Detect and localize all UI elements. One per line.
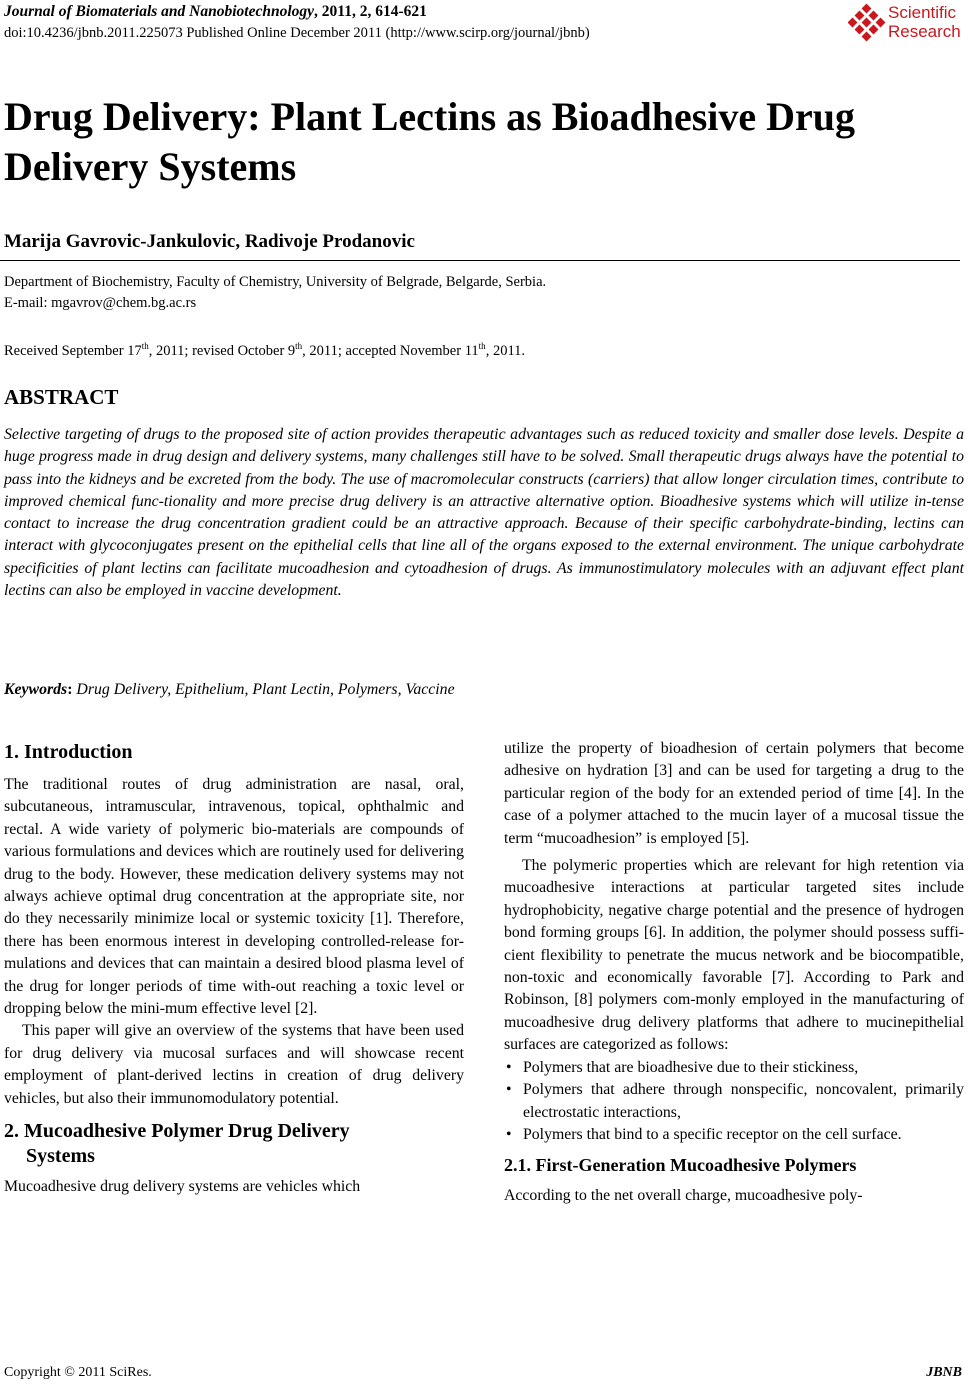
section-2-paragraph-1: Mucoadhesive drug delivery systems are vehicles which	[4, 1178, 361, 1196]
right-paragraph-2: The polymeric properties which are relevant for high retention via mucoadhesive interactions at particular targeted sites include hydrophobicity, negative charge potential and the presence of hydrogen bond forming groups [6]. In addition, the polymer should possess suffi-cient flexibility to penetrate the mucus network and be biocompatible, non-toxic and economically favorable [7]. According to Park and Robinson, [8] polymers com-monly employed in the manufacturing of mucoadhesive drug delivery platforms that adhere to mucinepithelial surfaces are categorized as follows:	[504, 857, 964, 1054]
article-authors: Marija Gavrovic-Jankulovic, Radivoje Prodanovic	[4, 231, 415, 252]
right-paragraph-1: utilize the property of bioadhesion of certain polymers that become adhesive on hydration [3] and can be used for targeting a drug to the particular region of the body for an extended period of time [4]. In the case of a polymer attached to the mucin layer of a mucosal tissue the term “mucoadhesion” is employed [5].	[504, 740, 964, 847]
footer-copyright: Copyright © 2011 SciRes.	[4, 1365, 152, 1380]
logo-line-1: Scientific	[888, 3, 957, 22]
publisher-logo-text	[888, 3, 961, 41]
footer-journal-abbrev: JBNB	[926, 1365, 962, 1380]
keywords: Keywords: Drug Delivery, Epithelium, Plant Lectin, Polymers, Vaccine	[4, 681, 455, 698]
journal-volume-info: , 2011, 2, 614-621	[314, 3, 427, 20]
left-column	[4, 740, 464, 1199]
list-item: • Polymers that bind to a specific receptor on the cell surface.	[504, 1124, 964, 1146]
author-email: E-mail: mgavrov@chem.bg.ac.rs	[4, 295, 197, 311]
journal-name: Journal of Biomaterials and Nanobiotechnology	[4, 3, 315, 20]
polymer-categories-list	[504, 1057, 964, 1147]
list-item: • Polymers that are bioadhesive due to their stickiness,	[504, 1057, 964, 1079]
author-affiliation: Department of Biochemistry, Faculty of Chemistry, University of Belgrade, Belgarde, Serbia.	[4, 274, 547, 290]
received-sup-1: th	[141, 341, 149, 351]
logo-line-2: Research	[888, 22, 961, 41]
section-1-paragraph-1: The traditional routes of drug administration are nasal, oral, subcutaneous, intramuscular, intravenous, topical, ophthalmic and rectal. A wide variety of polymeric bio-materials are compounds of various formulations and devices which are routinely used for delivering drug to the body. However, these medication delivery systems may not always achieve optimal drug concentration at the appropriate site, nor do they necessarily minimize local or systemic toxicity [1]. Therefore, there has been enormous interest in developing controlled-release for-mulations and devices that can maintain a desired blood plasma level of the drug for longer periods of time with-out reaching a toxic level or dropping below the mini-mum effective level [2].	[4, 776, 464, 1018]
subsection-2-1-paragraph: According to the net overall charge, mucoadhesive poly-	[504, 1187, 863, 1205]
doi-line: doi:10.4236/jbnb.2011.225073 Published Online December 2011 (http://www.scirp.org/journal/jbnb)	[4, 25, 590, 41]
header-divider	[0, 260, 960, 261]
right-column	[504, 738, 964, 1208]
keywords-label: Keywords	[4, 681, 68, 698]
section-2-heading-line-1: 2. Mucoadhesive Polymer Drug Delivery	[4, 1120, 350, 1143]
journal-citation	[4, 2, 427, 22]
received-part-4: , 2011.	[485, 342, 526, 359]
received-part-3: , 2011; accepted November 11	[302, 342, 479, 359]
publisher-logo	[848, 3, 968, 43]
section-2-heading-line-2: Systems	[26, 1145, 95, 1168]
subsection-2-1-heading: 2.1. First-Generation Mucoadhesive Polymers	[504, 1155, 857, 1176]
article-title: Drug Delivery: Plant Lectins as Bioadhesive Drug Delivery Systems	[4, 94, 856, 189]
keywords-values: Drug Delivery, Epithelium, Plant Lectin, Polymers, Vaccine	[76, 681, 455, 698]
received-part-1: Received September 17	[4, 342, 142, 359]
received-part-2: , 2011; revised October 9	[148, 342, 296, 359]
section-2-heading	[4, 1119, 464, 1169]
section-1-paragraph-2: This paper will give an overview of the systems that have been used for drug delivery via mucosal surfaces and will showcase recent employment of plant-derived lectins in creation of drug delivery vehicles, but also their immunomodulatory potential.	[4, 1022, 464, 1107]
section-1-heading: 1. Introduction	[4, 741, 133, 763]
abstract-heading: ABSTRACT	[4, 385, 119, 409]
received-dates	[4, 336, 525, 362]
received-sup-3: th	[478, 341, 486, 351]
abstract-text: Selective targeting of drugs to the proposed site of action provides therapeutic advantages such as reduced toxicity and smaller dose levels. Despite a huge progress made in drug design and delivery systems, many challenges still have to be solved. Small therapeutic drugs always have the potential to pass into the kidneys and be excreted from the body. The use of macromolecular constructs (carriers) that allow longer circulation times, contribute to improved chemical func-tionality and more precise drug delivery is an attractive alternative option. Bioadhesive systems which will utilize in-tense contact to increase the drug concentration gradient could be an attractive approach. Because of their specific carbohydrate-binding, lectins can interact with glycoconjugates present on the epithelial cells that line all of the organs exposed to the external environment. The unique carbohydrate specificities of plant lectins can facilitate mucoadhesion and cytoadhesion of drugs. As immunostimulatory molecules with an adjuvant effect plant lectins can also be employed in vaccine development.	[4, 426, 964, 600]
received-sup-2: th	[295, 341, 303, 351]
list-item: • Polymers that adhere through nonspecific, noncovalent, primarily electrostatic interactions,	[504, 1079, 964, 1124]
publisher-logo-icon	[848, 4, 886, 42]
